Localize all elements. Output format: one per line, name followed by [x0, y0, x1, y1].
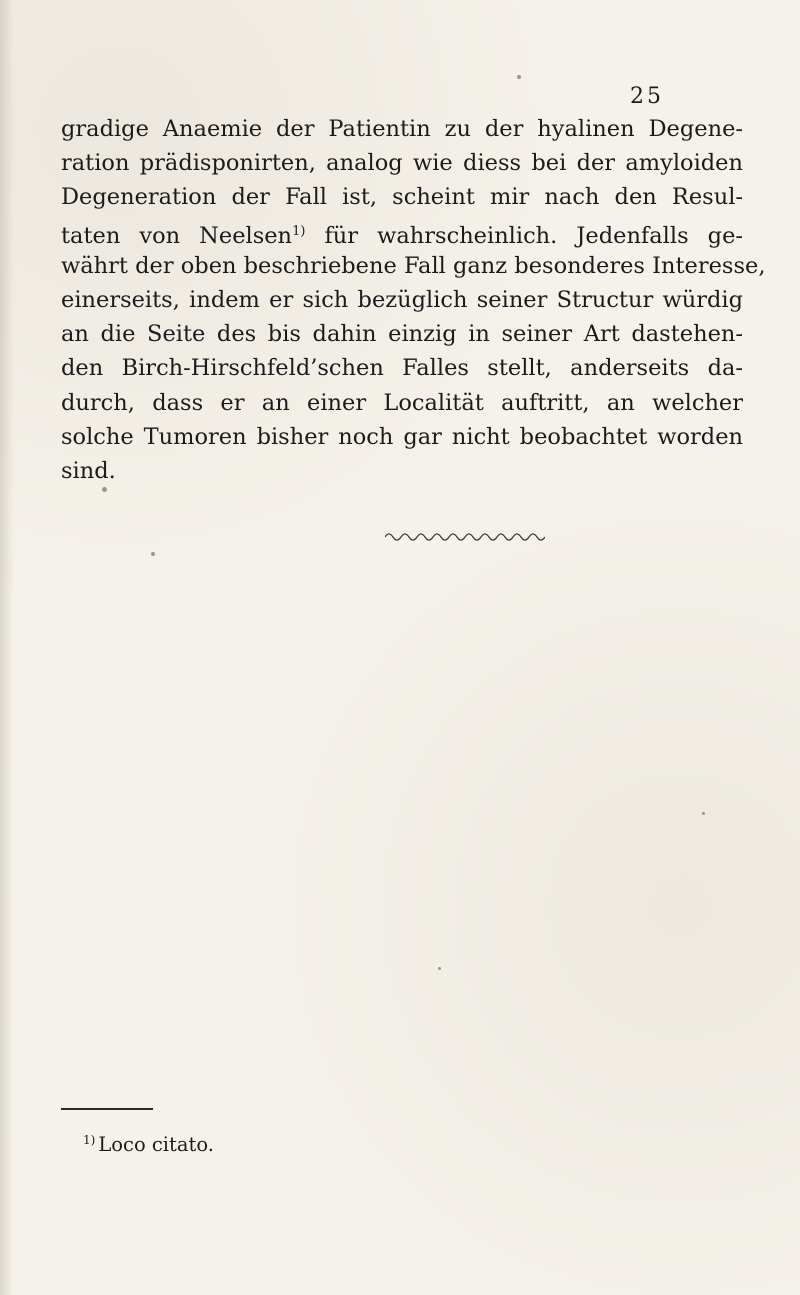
text-line: solche Tumoren bisher noch gar nicht beobachtet worden: [61, 423, 743, 450]
text-fragment: taten von Neelsen: [61, 222, 293, 249]
footnote-reference[interactable]: 1): [292, 223, 306, 239]
text-line: währt der oben beschriebene Fall ganz besonderes Interesse,: [61, 252, 766, 279]
text-line: Degeneration der Fall ist, scheint mir nach den Resul-: [61, 184, 743, 211]
paper-speck: [702, 812, 705, 815]
paper-speck: [438, 967, 441, 970]
text-line: gradige Anaemie der Patientin zu der hyalinen Degene-: [61, 116, 743, 142]
text-line: einerseits, indem er sich bezüglich seiner Structur würdig: [61, 286, 743, 313]
paper-speck: [517, 75, 521, 79]
footnote: [83, 1128, 214, 1157]
text-line: durch, dass er an einer Localität auftritt, an welcher: [61, 389, 743, 416]
text-line: den Birch-Hirschfeld’schen Falles stellt, anderseits da-: [61, 355, 743, 382]
paper-speck: [151, 552, 155, 556]
paper-speck: [102, 487, 107, 492]
text-line: sind.: [61, 457, 116, 484]
body-paragraph: [61, 112, 766, 488]
text-fragment: für wahrscheinlich. Jedenfalls ge-: [324, 222, 744, 249]
page-number: 25: [630, 84, 664, 109]
page-edge-shadow: [0, 0, 14, 1295]
wavy-divider-ornament: [385, 531, 545, 541]
footnote-divider: [61, 1108, 153, 1110]
text-line: an die Seite des bis dahin einzig in seiner Art dastehen-: [61, 321, 743, 348]
footnote-marker: 1): [83, 1133, 96, 1147]
text-line: ration prädisponirten, analog wie diess bei der amyloiden: [61, 150, 743, 177]
footnote-text: Loco citato.: [98, 1133, 214, 1156]
text-line-with-footnote-ref: [61, 215, 743, 249]
